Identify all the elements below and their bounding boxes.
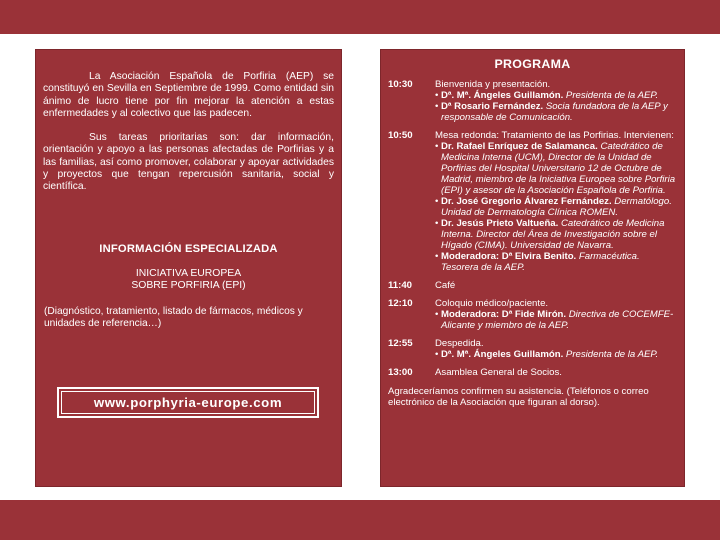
program-speaker <box>435 90 677 101</box>
bullet-icon: • <box>435 251 439 262</box>
info-panel <box>35 49 342 487</box>
speaker-role: Catedrático de Medicina Interna. Director del Área de Investigación sobre el Hígado (CIMA). Universidad de Navarra. <box>441 218 665 251</box>
speaker-name: Dª. Mª. Ángeles Guillamón. <box>441 349 564 360</box>
program-item <box>388 338 677 360</box>
speaker-name: Dr. José Gregorio Álvarez Fernández. <box>441 196 612 207</box>
program-activity: Bienvenida y presentación. <box>435 79 551 90</box>
program-activity: Despedida. <box>435 338 484 349</box>
speaker-name: Dr. Rafael Enríquez de Salamanca. <box>441 141 598 152</box>
program-time: 12:55 <box>388 338 413 349</box>
program-speaker <box>435 309 677 331</box>
program-body <box>435 338 677 360</box>
initiative-line-2: SOBRE PORFIRIA (EPI) <box>131 280 246 292</box>
speaker-role: Socia fundadora de la AEP y responsable de Comunicación. <box>441 101 668 123</box>
program-body <box>435 367 677 378</box>
intro-paragraph: La Asociación Española de Porfiria (AEP) se constituyó en Sevilla en Septiembre de 1999. Como entidad sin ánimo de lucro tiene por fin mejorar la atención a estas enfermedades y al colectivo que las padecen. <box>43 71 334 119</box>
program-panel <box>380 49 685 487</box>
speaker-name: Moderadora: Dª Fide Mirón. <box>441 309 567 320</box>
bullet-icon: • <box>435 309 439 320</box>
program-time: 12:10 <box>388 298 413 309</box>
speaker-role: Directiva de COCEMFE-Alicante y miembro de la AEP. <box>441 309 674 331</box>
program-activity: Asamblea General de Socios. <box>435 367 562 378</box>
bottom-band <box>0 500 720 540</box>
program-speaker <box>435 101 677 123</box>
speaker-role: Presidenta de la AEP. <box>565 349 659 360</box>
diagnostics-note: (Diagnóstico, tratamiento, listado de fármacos, médicos y unidades de referencia…) <box>44 305 303 330</box>
bullet-icon: • <box>435 141 439 152</box>
program-time: 10:30 <box>388 79 413 90</box>
speaker-name: Dr. Jesús Prieto Valtueña. <box>441 218 559 229</box>
bullet-icon: • <box>435 349 439 360</box>
program-time: 13:00 <box>388 367 413 378</box>
program-speaker <box>435 349 677 360</box>
program-list <box>388 79 677 378</box>
program-item <box>388 280 677 291</box>
speaker-name: Dª Rosario Fernández. <box>441 101 544 112</box>
program-item <box>388 79 677 123</box>
initiative-block <box>43 268 334 293</box>
program-title: PROGRAMA <box>494 57 571 71</box>
speaker-name: Moderadora: Dª Elvira Benito. <box>441 251 577 262</box>
bullet-icon: • <box>435 90 439 101</box>
website-link[interactable]: www.porphyria-europe.com <box>57 387 319 418</box>
program-speaker <box>435 218 677 251</box>
program-speaker <box>435 196 677 218</box>
program-activity: Mesa redonda: Tratamiento de las Porfirias. Intervienen: <box>435 130 674 141</box>
program-speaker <box>435 251 677 273</box>
program-item <box>388 130 677 273</box>
program-body <box>435 280 677 291</box>
program-time: 10:50 <box>388 130 413 141</box>
program-time: 11:40 <box>388 280 413 291</box>
top-band <box>0 0 720 34</box>
closing-note: Agradeceríamos confirmen su asistencia. (Teléfonos o correo electrónico de la Asociación que figuran al dorso). <box>388 386 649 408</box>
bullet-icon: • <box>435 218 439 229</box>
program-speaker <box>435 141 677 196</box>
bullet-icon: • <box>435 101 439 112</box>
speaker-role: Catedrático de Medicina Interna (UCM), Director de la Unidad de Porfirias del Hospital Universitario 12 de Octubre de Madrid, miembro de la Iniciativa Europea sobre Porfiria (EPI) y asesor de la Asociación Española de Porfiria. <box>441 141 676 196</box>
program-body <box>435 130 677 273</box>
program-activity: Coloquio médico/paciente. <box>435 298 549 309</box>
program-body <box>435 298 677 331</box>
bullet-icon: • <box>435 196 439 207</box>
program-item <box>388 298 677 331</box>
speaker-role: Farmacéutica. Tesorera de la AEP. <box>441 251 640 273</box>
speaker-name: Dª. Mª. Ángeles Guillamón. <box>441 90 564 101</box>
program-item <box>388 367 677 378</box>
speaker-role: Presidenta de la AEP. <box>565 90 659 101</box>
tasks-paragraph: Sus tareas prioritarias son: dar información, orientación y apoyo a las personas afectadas de Porfirias y a las familias, así como promover, colaborar y apoyar actividades y proyectos que tengan repercusión sanitaria, social y científica. <box>43 132 334 193</box>
program-body <box>435 79 677 123</box>
specialized-info-heading: INFORMACIÓN ESPECIALIZADA <box>99 242 278 255</box>
initiative-line-1: INICIATIVA EUROPEA <box>135 267 242 279</box>
program-activity: Café <box>435 280 456 291</box>
speaker-role: Dermatólogo. Unidad de Dermatología Clínica ROMEN. <box>441 196 672 218</box>
